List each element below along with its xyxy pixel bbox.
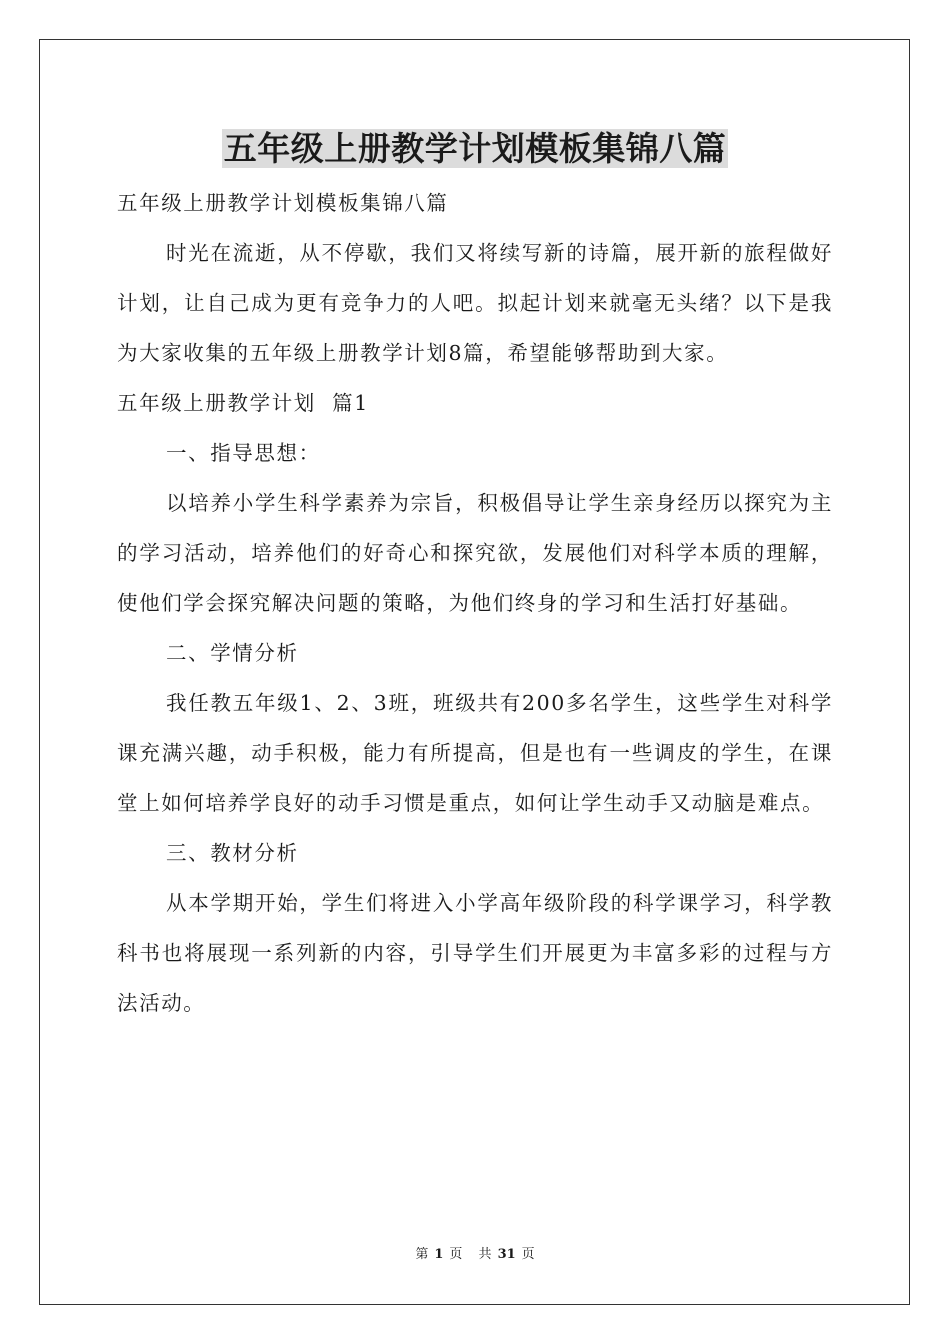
part1-paragraph: 以培养小学生科学素养为宗旨，积极倡导让学生亲身经历以探究为主的学习活动，培养他们的好奇心和探究欲，发展他们对科学本质的理解，使他们学会探究解决问题的策略，为他们终身的学习和生活打好基础。 xyxy=(117,491,833,615)
part3-heading: 三、教材分析 xyxy=(166,841,299,865)
part2-paragraph: 我任教五年级1、2、3班，班级共有200多名学生，这些学生对科学课充满兴趣，动手积极，能力有所提高，但是也有一些调皮的学生，在课堂上如何培养学良好的动手习惯是重点，如何让学生动手又动脑是难点。 xyxy=(117,691,833,815)
section-heading: 五年级上册教学计划 篇1 xyxy=(117,391,369,415)
document-body xyxy=(117,178,833,1028)
page-indicator xyxy=(412,1247,465,1262)
part1-heading: 一、指导思想： xyxy=(166,441,321,465)
total-suffix: 页 xyxy=(521,1247,535,1262)
total-pages: 31 xyxy=(497,1247,516,1262)
total-prefix: 共 xyxy=(478,1247,492,1262)
page-number: 1 xyxy=(434,1247,444,1262)
page-suffix: 页 xyxy=(449,1247,463,1262)
part2-heading: 二、学情分析 xyxy=(166,641,299,665)
document-title-text: 五年级上册教学计划模板集锦八篇 xyxy=(223,129,727,168)
intro-paragraph: 时光在流逝，从不停歇，我们又将续写新的诗篇，展开新的旅程做好计划，让自己成为更有竞争力的人吧。拟起计划来就毫无头绪？以下是我为大家收集的五年级上册教学计划8篇，希望能够帮助到大家。 xyxy=(117,241,833,365)
page-prefix: 第 xyxy=(415,1247,429,1262)
document-subtitle: 五年级上册教学计划模板集锦八篇 xyxy=(117,191,449,215)
total-indicator xyxy=(476,1247,538,1262)
page-footer xyxy=(0,1246,950,1264)
document-title xyxy=(0,126,950,172)
part3-paragraph: 从本学期开始，学生们将进入小学高年级阶段的科学课学习，科学教科书也将展现一系列新的内容，引导学生们开展更为丰富多彩的过程与方法活动。 xyxy=(117,891,833,1015)
